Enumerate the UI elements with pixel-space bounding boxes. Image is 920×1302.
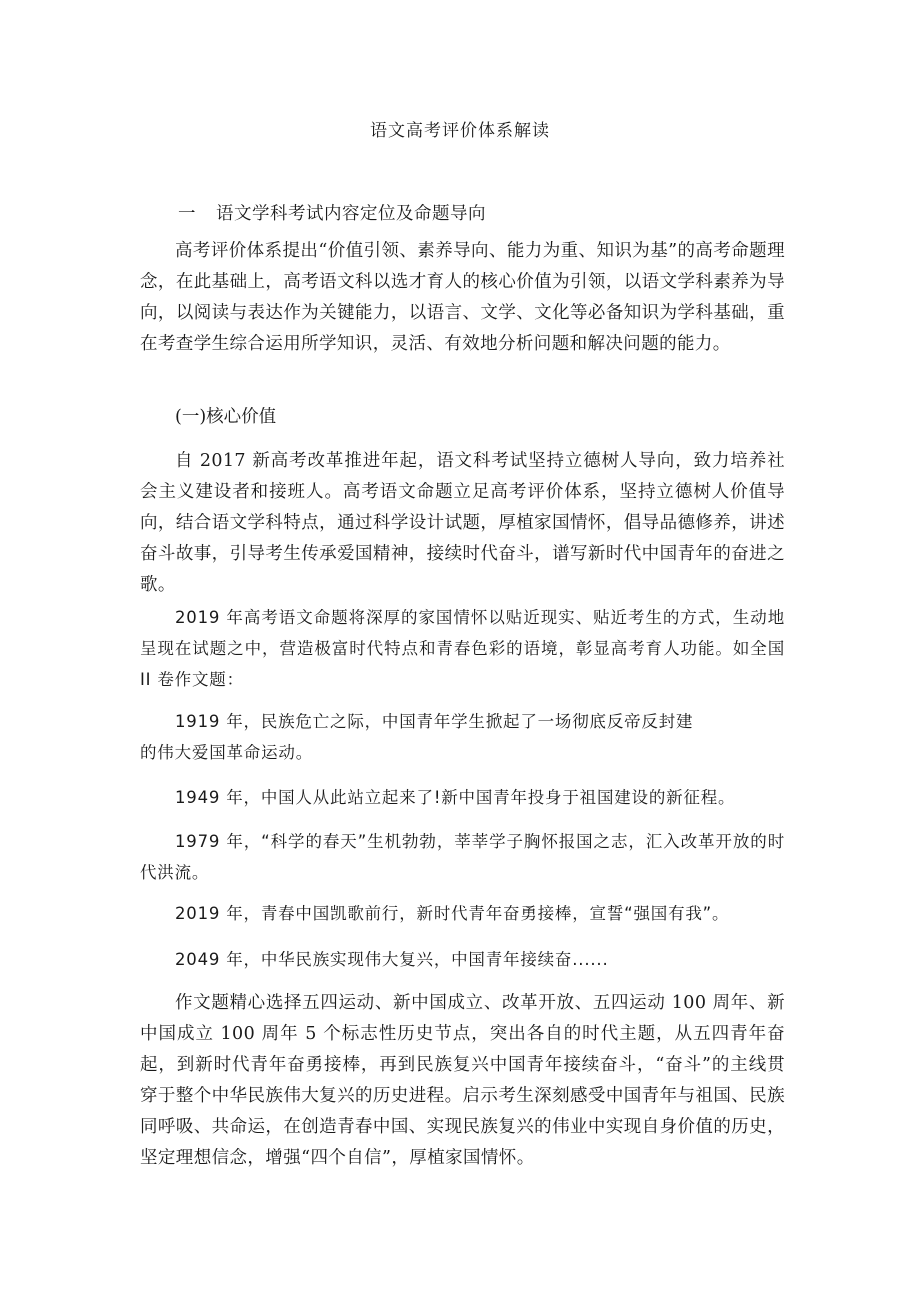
paragraph-2019-exam: 2019 年高考语文命题将深厚的家国情怀以贴近现实、贴近考生的方式，生动地呈现在试题之中，营造极富时代特点和青春色彩的语境，彰显高考育人功能。如全国 II 卷作文题： (140, 608, 785, 689)
quote-1919-line1: 1919 年，民族危亡之际，中国青年学生掀起了一场彻底反帝反封建 (175, 712, 694, 731)
quote-1919-line2: 的伟大爱国革命运动。 (140, 743, 313, 762)
quote-1949: 1949 年，中国人从此站立起来了!新中国青年投身于祖国建设的新征程。 (175, 788, 736, 807)
section-number: 一 (178, 204, 196, 224)
document-title: 语文高考评价体系解读 (370, 121, 550, 141)
quote-1979: 1979 年，“科学的春天”生机勃勃，莘莘学子胸怀报国之志，汇入改革开放的时代洪流。 (140, 832, 785, 882)
paragraph-core-value: 自 2017 新高考改革推进年起，语文科考试坚持立德树人导向，致力培养社会主义建设者和接班人。高考语文命题立足高考评价体系，坚持立德树人价值导向，结合语文学科特点，通过科学设计试题，厚植家国情怀，倡导品德修养，讲述奋斗故事，引导考生传承爱国精神，接续时代奋斗，谱写新时代中国青年的奋进之歌。 (140, 451, 785, 595)
quote-1919 (140, 706, 785, 768)
subsection-heading: (一)核心价值 (175, 407, 277, 427)
paragraph-essay-analysis: 作文题精心选择五四运动、新中国成立、改革开放、五四运动 100 周年、新中国成立 100 周年 5 个标志性历史节点，突出各自的时代主题，从五四青年奋起，到新时代青年奋勇接棒，再到民族复兴中国青年接续奋斗，“奋斗”的主线贯穿于整个中华民族伟大复兴的历史进程。启示考生深刻感受中国青年与祖国、民族同呼吸、共命运，在创造青春中国、实现民族复兴的伟业中实现自身价值的历史，坚定理想信念，增强“四个自信”，厚植家国情怀。 (140, 993, 785, 1168)
section-heading (178, 200, 486, 225)
quote-2019: 2019 年，青春中国凯歌前行，新时代青年奋勇接棒，宣誓“强国有我”。 (175, 904, 730, 923)
section-heading-text: 语文学科考试内容定位及命题导向 (216, 204, 486, 224)
paragraph-intro: 高考评价体系提出“价值引领、素养导向、能力为重、知识为基”的高考命题理念，在此基础上，高考语文科以选才育人的核心价值为引领，以语文学科素养为导向，以阅读与表达作为关键能力，以语言、文学、文化等必备知识为学科基础，重在考查学生综合运用所学知识，灵活、有效地分析问题和解决问题的能力。 (140, 241, 785, 354)
quote-2049: 2049 年，中华民族实现伟大复兴，中国青年接续奋...... (175, 950, 609, 969)
